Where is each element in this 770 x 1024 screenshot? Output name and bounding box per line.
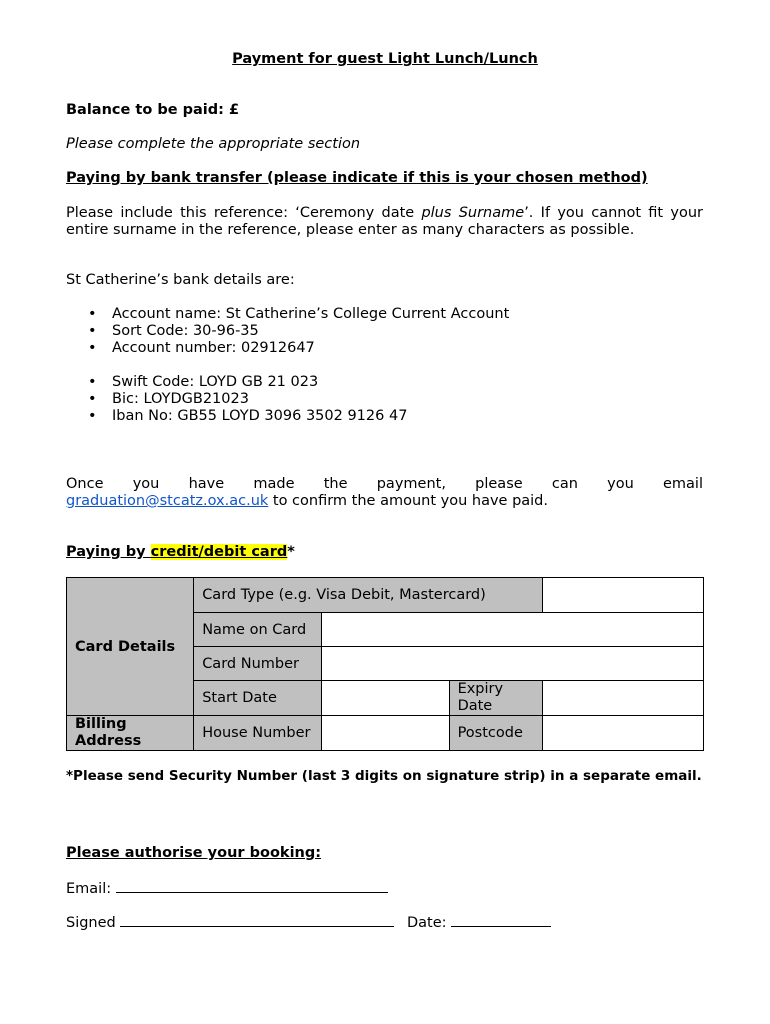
postcode-field[interactable] — [542, 716, 703, 751]
card-number-field[interactable] — [322, 647, 704, 681]
start-date-field[interactable] — [322, 681, 449, 716]
list-item: • Iban No: GB55 LOYD 3096 3502 9126 47 — [66, 408, 703, 425]
security-note: *Please send Security Number (last 3 digits on signature strip) in a separate email. — [66, 768, 702, 784]
card-type-field[interactable] — [542, 578, 703, 613]
instruction-text: Please complete the appropriate section — [66, 136, 361, 152]
list-item: • Account number: 02912647 — [66, 340, 703, 357]
reference-text-em: plus Surname — [421, 205, 525, 221]
email-link[interactable]: graduation@stcatz.ox.ac.uk — [66, 493, 269, 509]
billing-address-label: Billing Address — [67, 716, 194, 751]
date-line[interactable] — [451, 913, 551, 927]
card-heading-highlight: credit/debit card — [150, 544, 288, 560]
card-details-label: Card Details — [67, 578, 194, 716]
bank-details-list-1 — [66, 306, 703, 357]
balance-line: Balance to be paid: £ — [66, 102, 240, 118]
house-number-label: House Number — [194, 716, 322, 751]
email-signature-row — [66, 879, 388, 897]
list-item: • Swift Code: LOYD GB 21 023 — [66, 374, 703, 391]
card-number-label: Card Number — [194, 647, 322, 681]
list-item: • Bic: LOYDGB21023 — [66, 391, 703, 408]
confirm-line-2 — [66, 493, 548, 510]
card-details-table — [66, 577, 704, 751]
page-title: Payment for guest Light Lunch/Lunch — [232, 51, 538, 67]
reference-text-post: ’. If you cannot fit your entire surname in the reference, please enter as many characters as possible. — [66, 205, 703, 238]
authorise-heading: Please authorise your booking: — [66, 845, 322, 861]
card-heading-pre: Paying by — [66, 544, 151, 560]
name-on-card-field[interactable] — [322, 613, 704, 647]
bank-details-intro: St Catherine’s bank details are: — [66, 272, 295, 288]
expiry-date-field[interactable] — [542, 681, 703, 716]
name-on-card-label: Name on Card — [194, 613, 322, 647]
signature-line[interactable] — [120, 913, 394, 927]
signed-row — [66, 913, 551, 931]
reference-text-pre: Please include this reference: ‘Ceremony date — [66, 205, 422, 221]
email-label: Email: — [66, 881, 116, 897]
confirm-line-1: Once you have made the payment, please can you email — [66, 476, 703, 492]
list-item: • Sort Code: 30-96-35 — [66, 323, 703, 340]
card-heading-post: * — [287, 544, 295, 560]
expiry-date-label: Expiry Date — [449, 681, 542, 716]
reference-paragraph — [66, 205, 703, 239]
house-number-field[interactable] — [322, 716, 449, 751]
start-date-label: Start Date — [194, 681, 322, 716]
signed-label: Signed — [66, 915, 121, 931]
email-input-line[interactable] — [116, 879, 388, 893]
postcode-label: Postcode — [449, 716, 542, 751]
date-label: Date: — [406, 915, 452, 931]
bank-transfer-heading: Paying by bank transfer (please indicate if this is your chosen method) — [66, 170, 648, 186]
card-type-label: Card Type (e.g. Visa Debit, Mastercard) — [194, 578, 543, 613]
list-item: • Account name: St Catherine’s College Current Account — [66, 306, 703, 323]
card-heading — [66, 544, 295, 560]
bank-details-list-2 — [66, 374, 703, 425]
confirm-text: to confirm the amount you have paid. — [268, 493, 548, 509]
